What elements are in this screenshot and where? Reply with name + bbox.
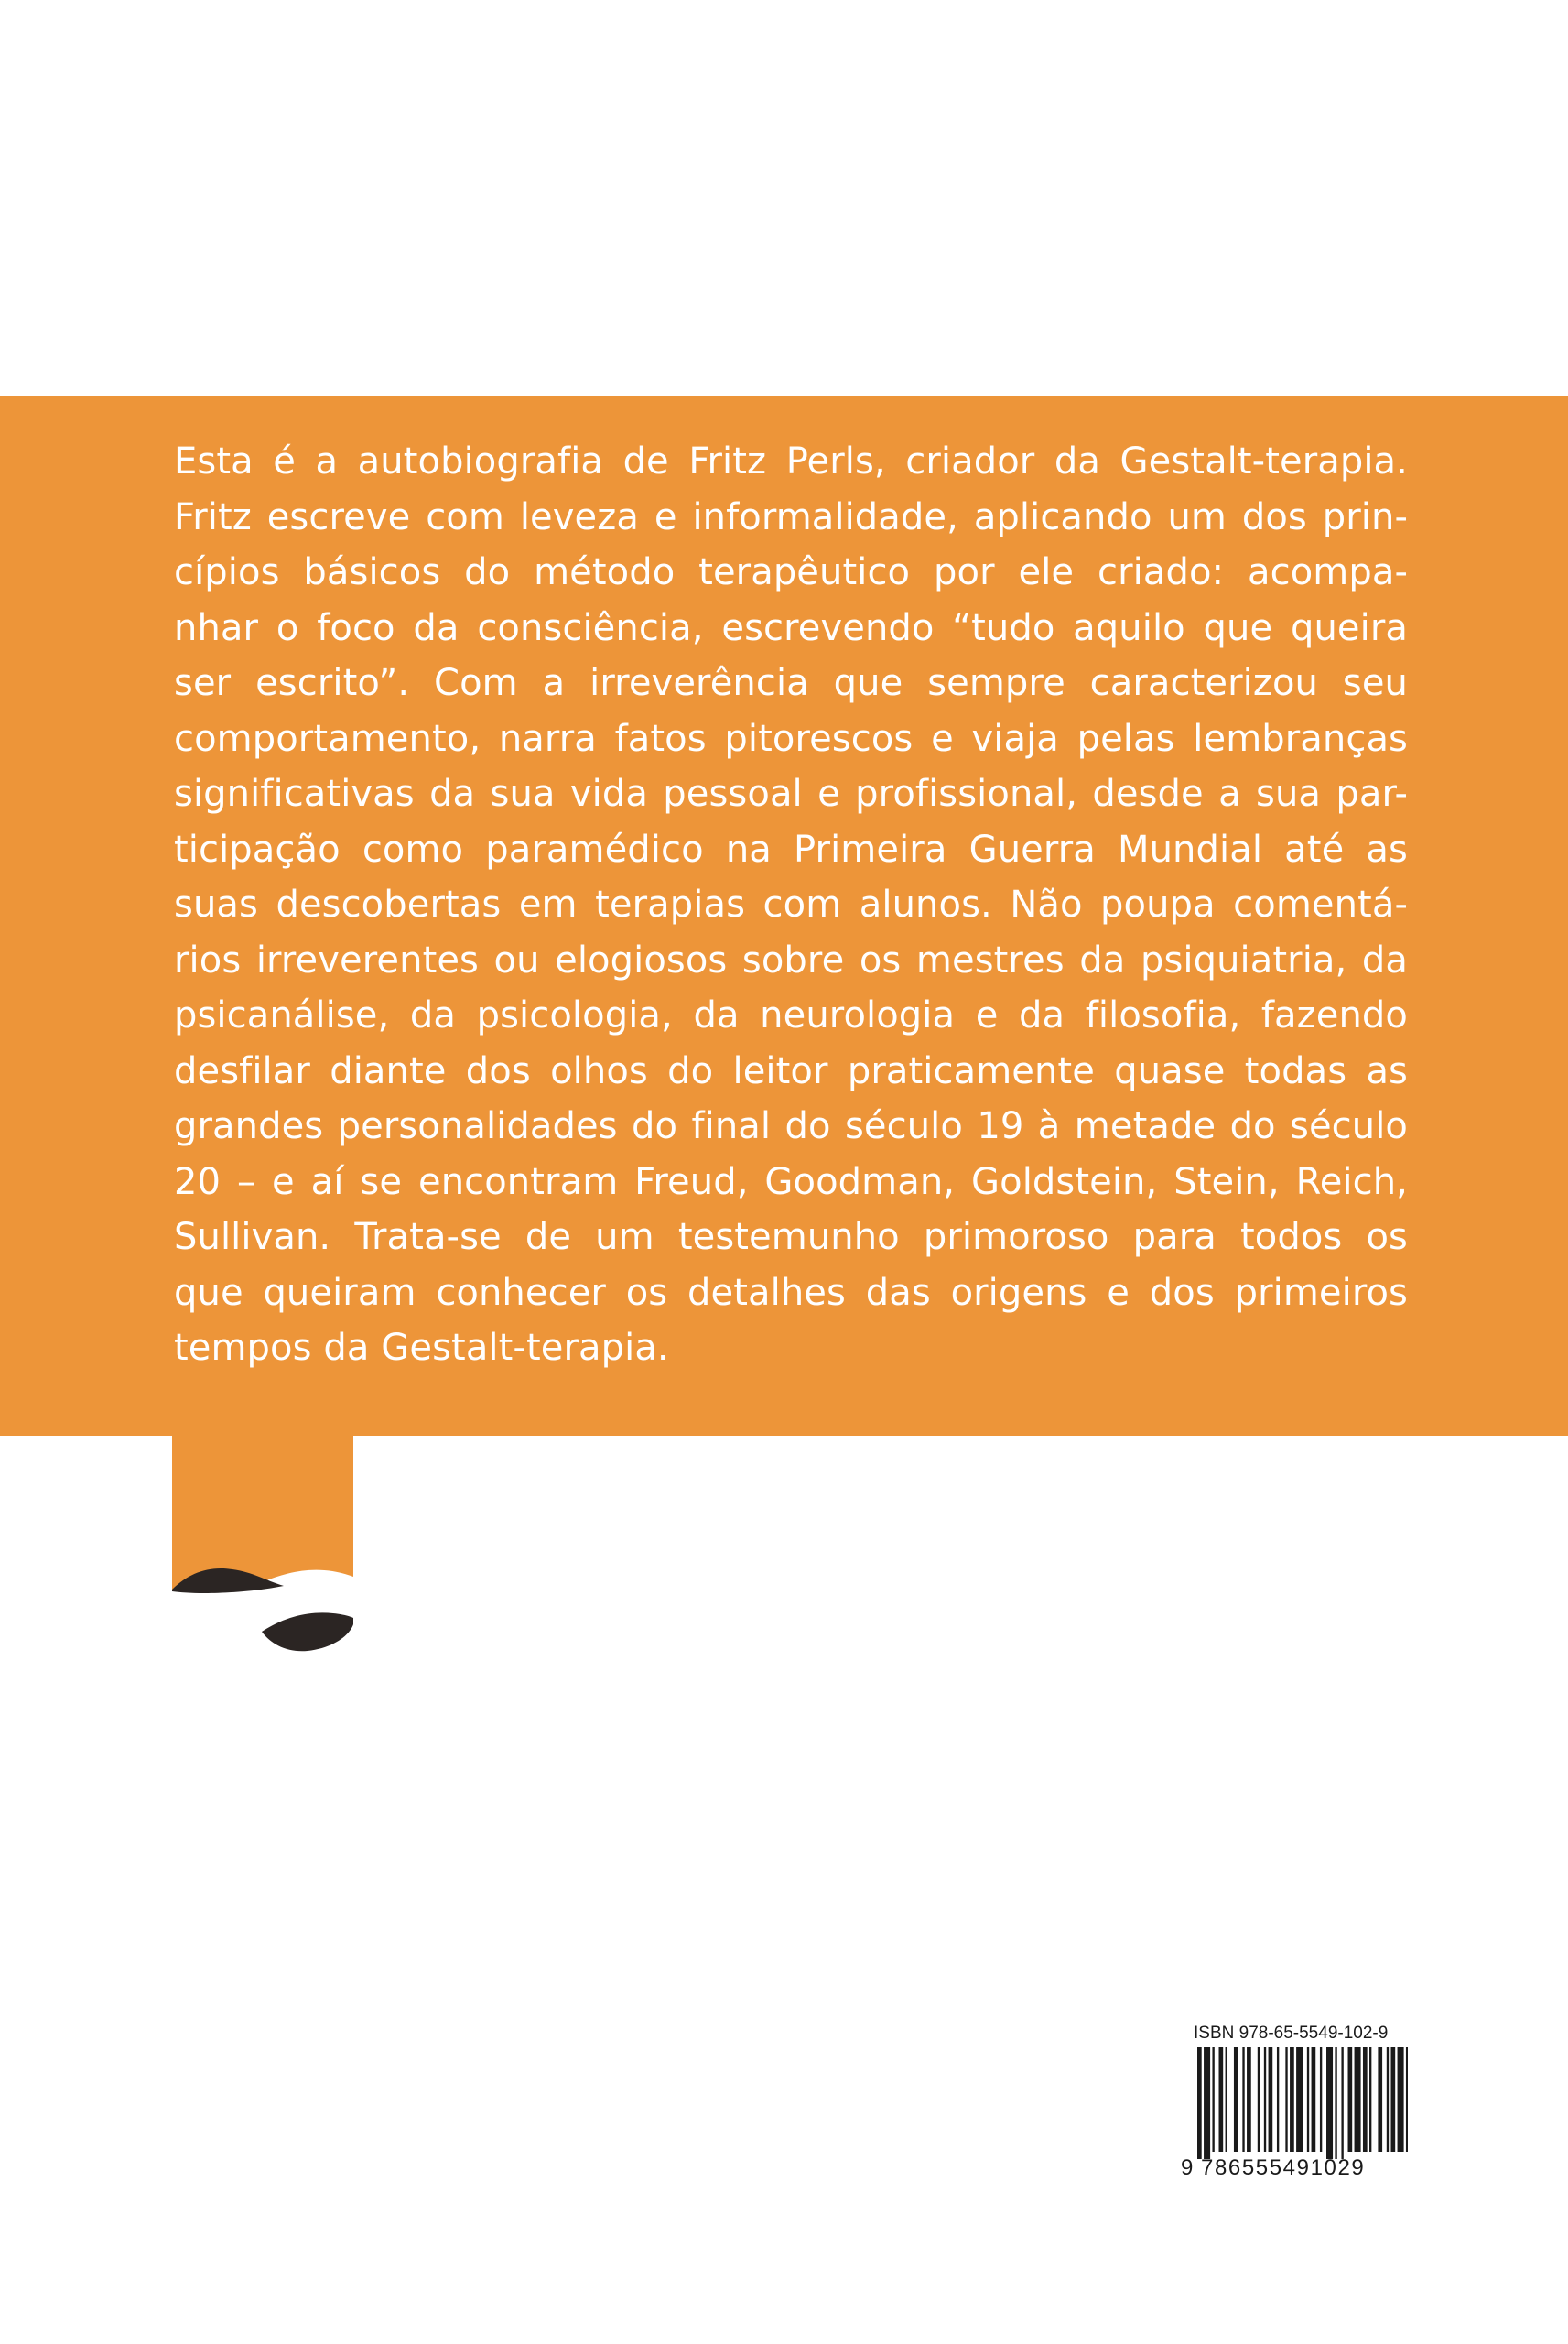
barcode-bar	[1320, 2047, 1322, 2152]
blurb-line: que queiram conhecer os detalhes das origens e dos primeiros	[174, 1271, 1408, 1314]
barcode-bar	[1355, 2047, 1361, 2152]
barcode-bar	[1406, 2047, 1408, 2152]
barcode-bar	[1269, 2047, 1273, 2152]
barcode-bar	[1369, 2047, 1371, 2152]
barcode-icon	[1181, 2047, 1408, 2159]
barcode-bar	[1290, 2047, 1294, 2152]
barcode-bar	[1378, 2047, 1382, 2152]
isbn-number: ISBN 978-65-5549-102-9	[1194, 2024, 1389, 2043]
barcode-bar	[1247, 2047, 1251, 2152]
blurb-line: rios irreverentes ou elogiosos sobre os mestres da psiquiatria, da	[174, 939, 1408, 982]
blurb-line: significativas da sua vida pessoal e profissional, desde a sua par-	[174, 773, 1408, 815]
publisher-logo-ribbon	[172, 1428, 353, 1666]
blurb-line: 20 – e aí se encontram Freud, Goodman, Goldstein, Stein, Reich,	[174, 1160, 1408, 1203]
blurb-line: Sullivan. Trata-se de um testemunho primoroso para todos os	[174, 1216, 1408, 1258]
barcode-bar	[1341, 2047, 1343, 2159]
barcode-bar	[1219, 2047, 1224, 2152]
blurb-line: tempos da Gestalt-terapia.	[174, 1327, 669, 1369]
barcode-bar	[1277, 2047, 1279, 2152]
blurb-line: nhar o foco da consciência, escrevendo “tudo aquilo que queira	[174, 606, 1408, 649]
blurb-line: Esta é a autobiografia de Fritz Perls, criador da Gestalt-terapia.	[174, 440, 1408, 483]
blurb-line: suas descobertas em terapias com alunos. Não poupa comentá-	[174, 884, 1408, 926]
barcode-bar	[1391, 2047, 1396, 2152]
barcode-bar	[1204, 2047, 1210, 2159]
barcode-bar	[1335, 2047, 1336, 2159]
barcode-bar	[1264, 2047, 1266, 2152]
barcode-bar	[1234, 2047, 1238, 2152]
barcode-first-digit: 9	[1181, 2155, 1194, 2180]
ribbon-tab	[172, 1428, 353, 1592]
book-blurb	[174, 434, 1408, 1376]
barcode-bar	[1363, 2047, 1368, 2152]
barcode-bar	[1348, 2047, 1353, 2152]
barcode-bar	[1387, 2047, 1389, 2152]
barcode-bar	[1398, 2047, 1404, 2152]
barcode-bar	[1242, 2047, 1244, 2152]
blurb-line: cípios básicos do método terapêutico por ele criado: acompa-	[174, 551, 1408, 593]
barcode-bar	[1307, 2047, 1309, 2152]
barcode-bar	[1226, 2047, 1227, 2152]
blurb-line: desfilar diante dos olhos do leitor praticamente quase todas as	[174, 1049, 1408, 1092]
blurb-line: comportamento, narra fatos pitorescos e viaja pelas lembranças	[174, 717, 1408, 760]
barcode-bar	[1285, 2047, 1287, 2152]
blurb-line: psicanálise, da psicologia, da neurologia e da filosofia, fazendo	[174, 994, 1408, 1036]
barcode-bar	[1312, 2047, 1316, 2152]
blurb-line: ticipação como paramédico na Primeira Guerra Mundial até as	[174, 828, 1408, 871]
blurb-line: Fritz escreve com leveza e informalidade, aplicando um dos prin-	[174, 495, 1408, 538]
barcode-digits: 786555491029	[1201, 2155, 1366, 2180]
ribbon-dark-wave-bottom	[262, 1612, 353, 1651]
barcode-bar	[1326, 2047, 1333, 2159]
barcode-bar	[1212, 2047, 1214, 2152]
isbn-barcode	[1181, 2024, 1408, 2188]
blurb-line: ser escrito”. Com a irreverência que sempre caracterizou seu	[174, 662, 1408, 704]
barcode-bar	[1197, 2047, 1202, 2159]
barcode-bar	[1258, 2047, 1260, 2152]
barcode-bar	[1296, 2047, 1303, 2152]
blurb-line: grandes personalidades do final do século 19 à metade do século	[174, 1105, 1408, 1147]
